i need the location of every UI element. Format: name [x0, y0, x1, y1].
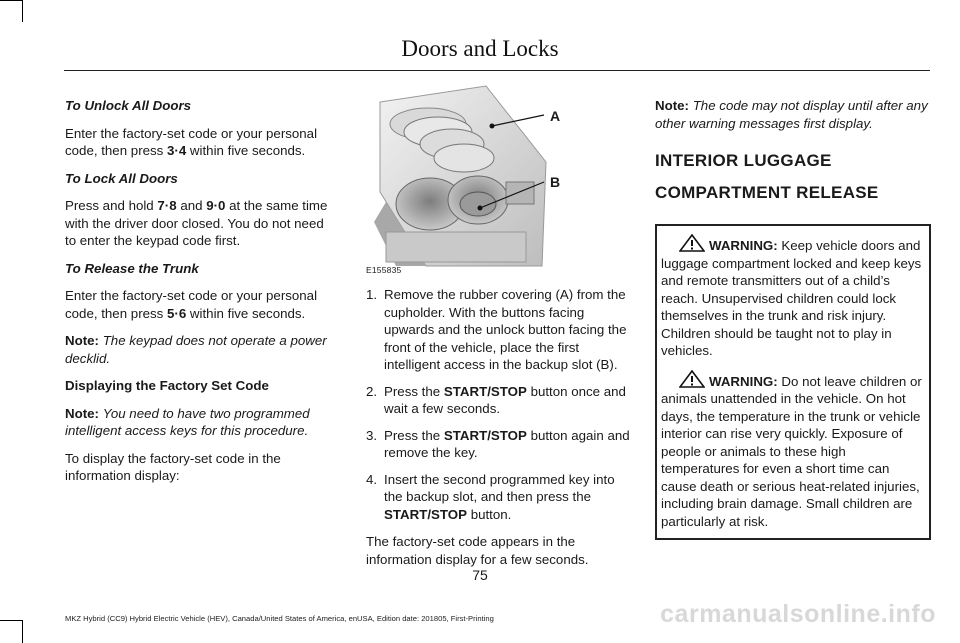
- callout-a: A: [550, 108, 561, 124]
- crop-mark: [0, 0, 22, 1]
- list-item: [366, 471, 632, 524]
- warning-child-lock: [661, 234, 923, 360]
- step-text: button once and wait a few seconds.: [384, 383, 626, 416]
- step-text: button.: [467, 506, 512, 522]
- keypad-key: 9·0: [206, 198, 226, 213]
- step-text: button again and remove the key.: [384, 427, 630, 460]
- section-heading: [655, 150, 931, 204]
- list-item: [366, 286, 632, 374]
- step-number: 2.: [366, 383, 378, 399]
- step-text: Remove the rubber covering (A) from the cupholder. With the buttons facing upwards and the unlock button facing the front of the vehicle, place the first intelligent access in the backup slot (B).: [384, 287, 627, 372]
- warning-label: WARNING:: [709, 373, 778, 389]
- column-left: [65, 97, 337, 495]
- warning-triangle-icon: [679, 234, 705, 252]
- note-label: Note:: [65, 405, 99, 421]
- steps-list: [366, 286, 632, 523]
- warning-text: Do not leave children or animals unattended in the vehicle. On hot days, the temperature in the trunk or vehicle interior can rise very quickly. Exposure of people or animals to these high temperatures for even a short time can cause death or serious heat-related injuries, including brain damage. Small children are particularly at risk.: [661, 373, 922, 529]
- warning-text: Keep vehicle doors and luggage compartment locked and keep keys and remote transmitters out of a child’s reach. Unsupervised children could lock themselves in the trunk and risk injury. Children should be taught not to play in vehicles.: [661, 238, 922, 358]
- callout-b: B: [550, 174, 561, 190]
- trunk-text: Enter the factory-set code or your personal code, then press: [65, 288, 318, 321]
- lock-text: at the same time with the driver door closed. You do not need to enter the keypad code first.: [65, 198, 328, 248]
- note-text: You need to have two programmed intelligent access keys for this procedure.: [65, 405, 310, 438]
- keypad-key: 5·6: [167, 305, 187, 321]
- header-rule: [64, 70, 930, 71]
- trunk-text: within five seconds.: [186, 305, 306, 321]
- figure-code: E155835: [366, 265, 402, 275]
- note-text: The code may not display until after any other warning messages first display.: [655, 98, 928, 131]
- trunk-heading: To Release the Trunk: [65, 260, 199, 276]
- warning-label: WARNING:: [709, 238, 778, 253]
- button-name: START/STOP: [384, 506, 467, 522]
- step-number: 1.: [366, 287, 378, 302]
- note-label: Note:: [65, 333, 99, 348]
- step-text: Insert the second programmed key into the backup slot, and then press the: [384, 471, 615, 504]
- step-number: 4.: [366, 471, 378, 487]
- after-steps-paragraph: The factory-set code appears in the information display for a few seconds.: [366, 534, 589, 567]
- crop-mark: [22, 620, 23, 643]
- unlock-text: within five seconds.: [186, 143, 306, 158]
- lock-text: Press and hold: [65, 198, 158, 213]
- column-middle: [366, 82, 632, 578]
- lock-text: and: [176, 198, 207, 213]
- button-name: START/STOP: [443, 427, 527, 443]
- crop-mark: [22, 0, 23, 22]
- unlock-paragraph: [65, 125, 337, 160]
- lock-heading: To Lock All Doors: [65, 170, 178, 186]
- footer-edition: MKZ Hybrid (CC9) Hybrid Electric Vehicle (HEV), Canada/United States of America, enUSA, Edition date: 201805, First-Printing: [65, 614, 494, 623]
- trunk-paragraph: [65, 287, 337, 322]
- page-title: Doors and Locks: [401, 36, 559, 61]
- warning-box: [655, 224, 931, 540]
- keypad-key: 3·4: [167, 143, 187, 158]
- step-number: 3.: [366, 427, 378, 443]
- page-number: 75: [472, 567, 488, 583]
- list-item: [366, 427, 632, 462]
- note-keys: [65, 405, 337, 440]
- note-label: Note:: [655, 98, 689, 113]
- cupholder-figure: [366, 82, 582, 275]
- unlock-heading: To Unlock All Doors: [65, 98, 192, 113]
- keypad-key: 7·8: [157, 198, 177, 213]
- unlock-text: Enter the factory-set code or your personal code, then press: [65, 125, 318, 158]
- note-display: [655, 97, 931, 132]
- column-right: [655, 97, 931, 540]
- step-text: Press the: [384, 383, 444, 399]
- warning-triangle-icon: [679, 370, 705, 388]
- section-heading-line: COMPARTMENT RELEASE: [655, 183, 879, 202]
- watermark: carmanualsonline.info: [660, 600, 936, 628]
- button-name: START/STOP: [443, 383, 527, 399]
- display-heading: Displaying the Factory Set Code: [65, 378, 269, 393]
- section-heading-line: INTERIOR LUGGAGE: [655, 151, 832, 170]
- list-item: [366, 383, 632, 418]
- crop-mark: [0, 620, 22, 621]
- lock-paragraph: [65, 197, 337, 250]
- display-paragraph: To display the factory-set code in the information display:: [65, 450, 281, 483]
- note-text: The keypad does not operate a power decklid.: [65, 333, 327, 366]
- step-text: Press the: [384, 427, 444, 443]
- note-decklid: [65, 332, 337, 367]
- warning-unattended: [661, 370, 923, 531]
